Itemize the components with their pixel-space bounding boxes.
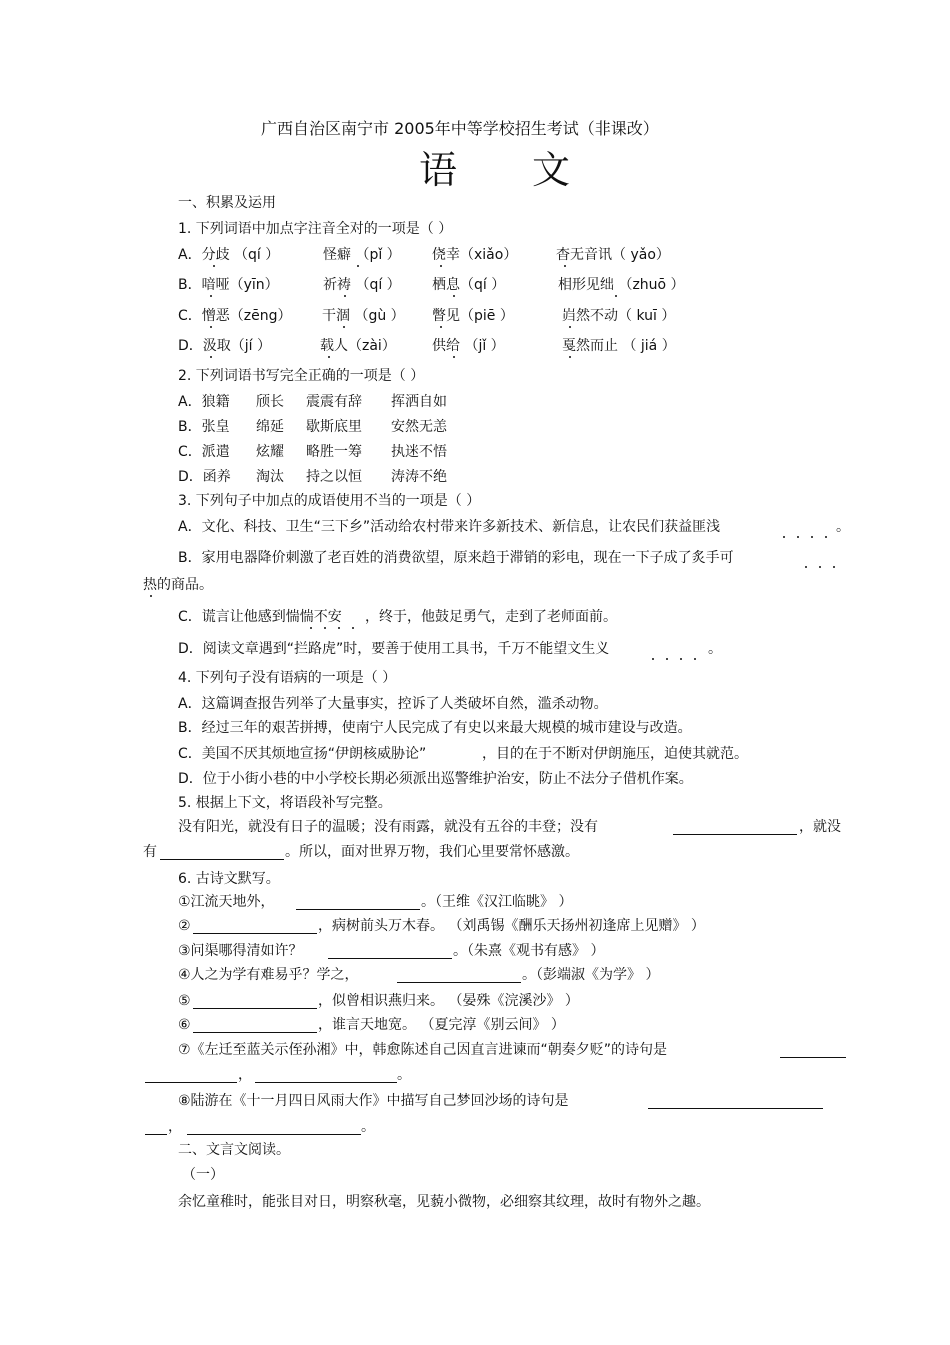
q3-b-text: B．家用电器降价刺激了老百姓的消费欲望，原来趋于滞销的彩电，现在一下子成了炙手可 (178, 550, 734, 566)
emphasis-dot (666, 658, 668, 660)
emphasis-dot (210, 295, 212, 297)
q2-a-1: A．狼籍 (178, 394, 230, 410)
q2-stem-text: 2. 下列词语书写完全正确的一项是（ ） (178, 368, 425, 384)
q6-2-blank[interactable] (193, 917, 317, 934)
emphasis-dot (569, 356, 571, 358)
q4-a-text: A．这篇调查报告列举了大量事实，控诉了人类破坏自然，滥杀动物。 (178, 696, 608, 712)
q6-7-comma: ， (238, 1067, 252, 1083)
q6-4-text: ④人之为学有难易乎？学之， (178, 967, 359, 983)
q1-option-b (0, 274, 950, 296)
q4-option-d (0, 768, 950, 790)
q2-stem (0, 365, 950, 387)
emphasis-dot (344, 295, 346, 297)
q6-item-4 (0, 964, 950, 986)
q1-b-2: 祈祷 （qí ） (323, 277, 401, 293)
emphasis-dot (440, 326, 442, 328)
q5-answer-blank-2[interactable] (160, 843, 284, 860)
section-heading-1 (0, 192, 950, 214)
classical-text-line-1 (0, 1191, 950, 1213)
classical-text-1: 余忆童稚时，能张目对日，明察秋毫，见藐小微物，必细察其纹理，故时有物外之趣。 (178, 1194, 710, 1210)
q6-5-blank[interactable] (193, 992, 317, 1009)
exam-title: 广西自治区南宁市 2005年中等学校招生考试（非课改） (261, 119, 659, 138)
q6-1-blank[interactable] (296, 893, 420, 910)
emphasis-dot (805, 566, 807, 568)
emphasis-dot (811, 536, 813, 538)
q1-b-3: 栖息（qí ） (432, 277, 506, 293)
q2-a-4: 挥洒自如 (391, 394, 447, 410)
emphasis-dot (825, 536, 827, 538)
q5-text-1-end: ，就没 (799, 819, 841, 835)
emphasis-dot (783, 536, 785, 538)
q6-4-source: 。（彭端淑《为学》 ） (522, 967, 660, 983)
q6-stem-text: 6. 古诗文默写。 (178, 871, 280, 887)
emphasis-dot (453, 356, 455, 358)
q6-3-text: ③问渠哪得清如许？ (178, 943, 303, 959)
q6-item-6 (0, 1014, 950, 1036)
q2-d-2: 淘汰 (256, 469, 284, 485)
emphasis-dot (343, 326, 345, 328)
emphasis-dot (694, 658, 696, 660)
q2-option-b (0, 416, 950, 438)
q1-d-2: 载人（zài） (320, 338, 396, 354)
q2-b-4: 安然无恙 (391, 419, 447, 435)
emphasis-dot (680, 658, 682, 660)
q6-6-blank[interactable] (193, 1016, 317, 1033)
q3-c-text-2: ，终于，他鼓足勇气，走到了老师面前。 (365, 609, 617, 625)
q1-a-3: 侥幸（xiǎo） (432, 247, 518, 263)
q1-c-3: 瞥见（piē ） (432, 308, 514, 324)
section-2-title: 二、文言文阅读。 (178, 1142, 290, 1158)
section-1-title: 一、积累及运用 (178, 195, 276, 211)
part-1-title: （一） (182, 1167, 224, 1183)
q1-a-2: 怪癖 （pǐ ） (323, 247, 401, 263)
emphasis-dot (310, 627, 312, 629)
q3-a-text: A．文化、科技、卫生“三下乡”活动给农村带来许多新技术、新信息，让农民们获益匪浅 (178, 519, 721, 535)
q6-item-7-cont (0, 1064, 950, 1086)
q1-a-4: 杳无音讯（ yǎo） (556, 247, 670, 263)
emphasis-dot (338, 627, 340, 629)
q1-option-a (0, 244, 950, 266)
q4-b-text: B．经过三年的艰苦拼搏，使南宁人民完成了有史以来最大规模的城市建设与改造。 (178, 720, 692, 736)
emphasis-dot (652, 658, 654, 660)
emphasis-dot (210, 356, 212, 358)
q6-2-text: ，病树前头万木春。 （刘禹锡《酬乐天扬州初逢席上见赠》 ） (318, 918, 705, 934)
emphasis-dot (833, 566, 835, 568)
q3-option-c (0, 606, 950, 628)
q2-b-2: 绵延 (256, 419, 284, 435)
q6-8-text: ⑧陆游在《十一月四日风雨大作》中描写自己梦回沙场的诗句是 (178, 1093, 569, 1109)
emphasis-dot (357, 265, 359, 267)
q3-d-text-2: 。 (708, 641, 722, 657)
q2-option-c (0, 441, 950, 463)
emphasis-dot (324, 627, 326, 629)
emphasis-dot (150, 595, 152, 597)
q1-a-1: A．分歧 （qí ） (178, 247, 280, 263)
q6-7-blank-1[interactable] (780, 1041, 846, 1058)
q2-b-1: B．张皇 (178, 419, 230, 435)
emphasis-dot (352, 627, 354, 629)
q4-stem (0, 667, 950, 689)
q4-c-text-2: ，目的在于不断对伊朗施压，迫使其就范。 (482, 746, 748, 762)
q6-item-7 (0, 1039, 950, 1061)
emphasis-dot (564, 265, 566, 267)
q2-a-3: 震震有辞 (306, 394, 362, 410)
q1-d-4: 戛然而止 （ jiá ） (562, 338, 676, 354)
q6-item-5 (0, 990, 950, 1012)
emphasis-dot (328, 356, 330, 358)
q6-item-2 (0, 915, 950, 937)
q1-c-2: 干涸 （gù ） (322, 308, 405, 324)
q1-c-4: 岿然不动（ kuī ） (562, 308, 676, 324)
q3-d-text-1: D．阅读文章遇到“拦路虎”时，要善于使用工具书，千万不能望文生义 (178, 641, 610, 657)
section-heading-2 (0, 1139, 950, 1161)
subject-char-1: 语 (419, 148, 458, 192)
q5-stem-text: 5. 根据上下文，将语段补写完整。 (178, 795, 392, 811)
q2-c-2: 炫耀 (256, 444, 284, 460)
q6-item-3 (0, 940, 950, 962)
q2-d-4: 涛涛不绝 (391, 469, 447, 485)
q6-item-1 (0, 891, 950, 913)
emphasis-dot (615, 295, 617, 297)
emphasis-dot (440, 265, 442, 267)
q6-3-source: 。（朱熹《观书有感》 ） (453, 943, 605, 959)
q5-answer-blank-1[interactable] (673, 818, 797, 835)
q3-b-text-cont: 热的商品。 (143, 577, 213, 593)
q3-option-b-cont (0, 574, 950, 596)
q3-a-end: 。 (836, 519, 850, 535)
q1-c-1: C．憎恶（zēng） (178, 308, 292, 324)
q4-option-a (0, 693, 950, 715)
q1-stem-text: 1. 下列词语中加点字注音全对的一项是（ ） (178, 221, 453, 237)
q6-8-blank-1-cont[interactable] (145, 1118, 167, 1135)
q6-7-end: 。 (397, 1067, 411, 1083)
q1-option-d (0, 335, 950, 357)
q1-stem (0, 218, 950, 240)
q6-4-blank[interactable] (397, 966, 521, 983)
q6-8-comma: ， (168, 1119, 182, 1135)
q5-stem (0, 792, 950, 814)
q4-d-text: D．位于小街小巷的中小学校长期必须派出巡警维护治安，防止不法分子借机作案。 (178, 771, 693, 787)
q6-item-8-cont (0, 1116, 950, 1138)
emphasis-dot (213, 265, 215, 267)
q6-5-num: ⑤ (178, 993, 191, 1009)
q6-6-num: ⑥ (178, 1017, 191, 1033)
q5-line-1 (0, 816, 950, 838)
q6-1-text: ①江流天地外， (178, 894, 275, 910)
q2-d-1: D．函养 (178, 469, 231, 485)
emphasis-dot (569, 326, 571, 328)
exam-title-line (0, 118, 950, 140)
q3-option-a (0, 516, 950, 538)
q6-2-num: ② (178, 918, 191, 934)
q5-text-2-post: 。所以，面对世界万物，我们心里要常怀感激。 (285, 844, 579, 860)
q3-stem-text: 3. 下列句子中加点的成语使用不当的一项是（ ） (178, 493, 481, 509)
q6-8-blank-1[interactable] (648, 1092, 823, 1109)
q6-7-blank-1-cont[interactable] (145, 1066, 237, 1083)
q3-stem (0, 490, 950, 512)
q2-c-4: 执迷不悟 (391, 444, 447, 460)
q2-d-3: 持之以恒 (306, 469, 362, 485)
q3-option-d (0, 638, 950, 660)
q1-option-c (0, 305, 950, 327)
q3-option-b (0, 547, 950, 569)
subject-char-2: 文 (532, 148, 571, 192)
q2-option-a (0, 391, 950, 413)
emphasis-dot (210, 326, 212, 328)
q6-item-8 (0, 1090, 950, 1112)
q5-line-2 (0, 841, 950, 863)
q6-5-text: ，似曾相识燕归来。 （晏殊《浣溪沙》 ） (318, 993, 579, 1009)
q2-b-3: 歇斯底里 (306, 419, 362, 435)
q4-option-c (0, 743, 950, 765)
q2-c-1: C．派遣 (178, 444, 230, 460)
q1-b-4: 相形见绌 （zhuō ） (558, 277, 685, 293)
q6-7-blank-2[interactable] (255, 1066, 397, 1083)
q4-c-text-1: C．美国不厌其烦地宣扬“伊朗核威胁论” (178, 746, 427, 762)
emphasis-dot (819, 566, 821, 568)
q6-3-blank[interactable] (328, 942, 452, 959)
emphasis-dot (453, 295, 455, 297)
emphasis-dot (797, 536, 799, 538)
q1-d-3: 供给 （jǐ ） (432, 338, 505, 354)
part-heading-1 (0, 1164, 950, 1186)
q6-6-text: ，谁言天地宽。 （夏完淳《别云间》 ） (318, 1017, 565, 1033)
q4-stem-text: 4. 下列句子没有语病的一项是（ ） (178, 670, 397, 686)
q6-stem (0, 868, 950, 890)
subject-line (0, 148, 950, 192)
q3-c-text-1: C．谎言让他感到惴惴不安 (178, 609, 342, 625)
q5-text-1: 没有阳光，就没有日子的温暖；没有雨露，就没有五谷的丰登；没有 (178, 819, 598, 835)
q1-d-1: D．汲取（jí ） (178, 338, 272, 354)
q6-1-source: 。（王维《汉江临眺》 ） (421, 894, 573, 910)
q2-a-2: 颀长 (256, 394, 284, 410)
q6-8-end: 。 (361, 1119, 375, 1135)
q2-option-d (0, 466, 950, 488)
q6-7-text: ⑦《左迁至蓝关示侄孙湘》中，韩愈陈述自己因直言进谏而“朝奏夕贬”的诗句是 (178, 1042, 668, 1058)
q2-c-3: 略胜一筹 (306, 444, 362, 460)
q5-text-2-pre: 有 (143, 844, 157, 860)
q6-8-blank-2[interactable] (187, 1118, 361, 1135)
q1-b-1: B．喑哑（yīn） (178, 277, 279, 293)
q4-option-b (0, 717, 950, 739)
